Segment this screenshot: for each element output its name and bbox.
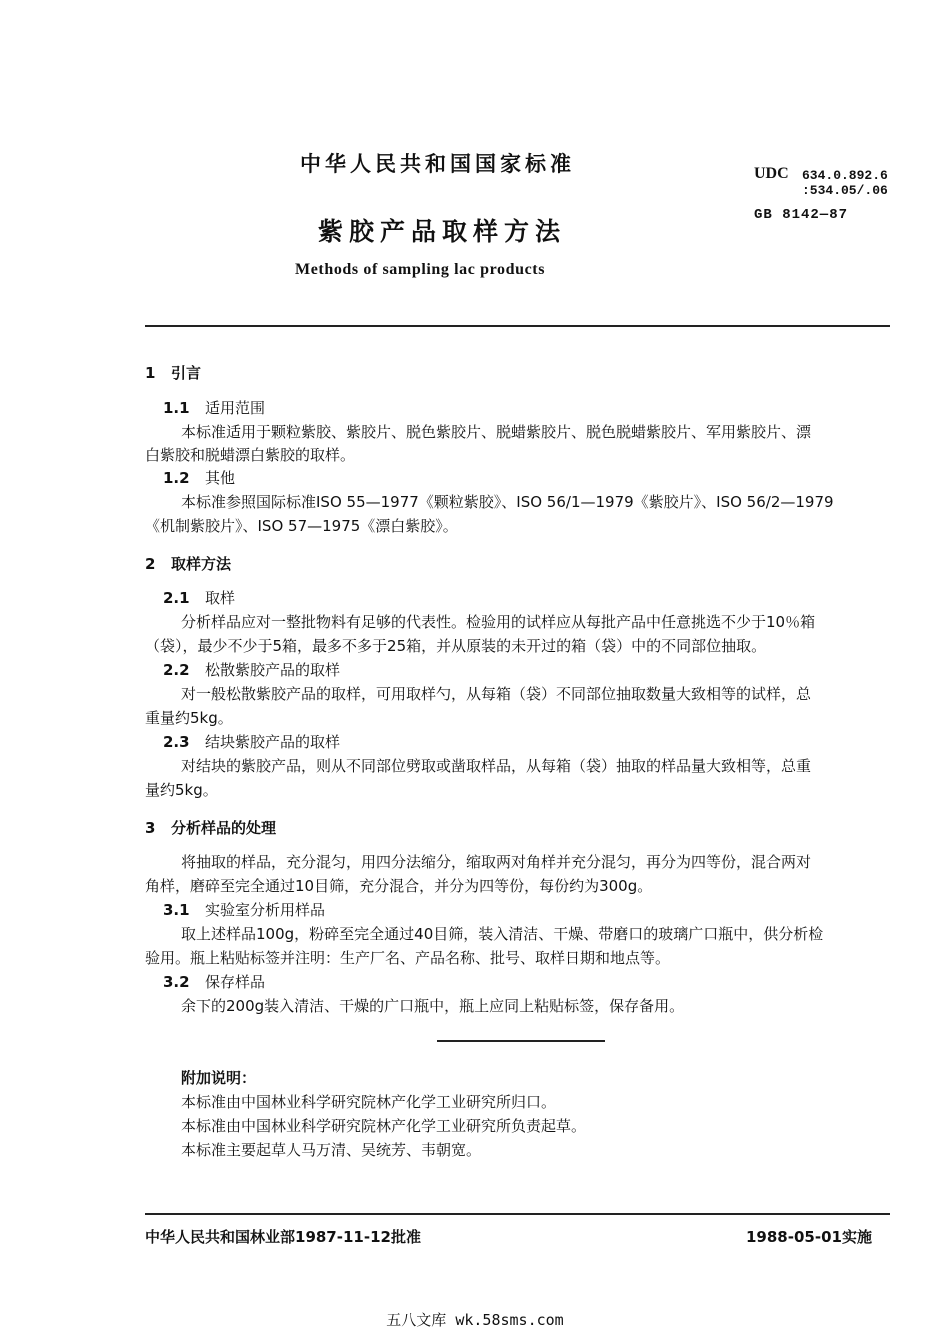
paragraph-line: 对结块的紫胶产品，则从不同部位劈取或凿取样品，从每箱（袋）抽取的样品量大致相等，总重 <box>181 757 812 775</box>
section-number: 3.1 <box>163 901 190 919</box>
paragraph-line: 本标准适用于颗粒紫胶、紫胶片、脱色紫胶片、脱蜡紫胶片、脱色脱蜡紫胶片、军用紫胶片、漂 <box>181 423 812 441</box>
gb-number: GB 8142—87 <box>754 207 849 223</box>
approval-date: 中华人民共和国林业部1987-11-12批准 <box>145 1228 421 1246</box>
section-title: 其他 <box>205 469 236 487</box>
paragraph-line: 量约5kg。 <box>145 781 218 799</box>
header-rule <box>145 325 890 327</box>
section-number: 2.1 <box>163 589 190 607</box>
section-1-1-heading <box>163 397 265 418</box>
document-title-cn: 紫胶产品取样方法 <box>318 217 567 246</box>
paragraph-line: 重量约5kg。 <box>145 709 233 727</box>
paragraph-line: 验用。瓶上粘贴标签并注明：生产厂名、产品名称、批号、取样日期和地点等。 <box>145 949 671 967</box>
section-number: 2 <box>145 555 156 573</box>
section-1-heading <box>145 362 201 383</box>
section-title: 结块紫胶产品的取样 <box>205 733 341 751</box>
paragraph-line: 取上述样品100g，粉碎至完全通过40目筛，装入清洁、干燥、带磨口的玻璃广口瓶中，供分析检 <box>181 925 824 943</box>
section-2-1-heading <box>163 587 235 608</box>
section-title: 取样 <box>205 589 236 607</box>
udc-code-line1: 634.0.892.6 <box>802 168 888 183</box>
section-title: 实验室分析用样品 <box>205 901 326 919</box>
section-title: 分析样品的处理 <box>171 819 277 837</box>
paragraph-line: 分析样品应对一整批物料有足够的代表性。检验用的试样应从每批产品中任意挑选不少于10％箱 <box>181 613 816 631</box>
notes-line: 本标准由中国林业科学研究院林产化学工业研究所负责起草。 <box>181 1117 587 1135</box>
paragraph-line: 余下的200g装入清洁、干燥的广口瓶中，瓶上应同上粘贴标签，保存备用。 <box>181 997 685 1015</box>
issuing-authority: 中华人民共和国国家标准 <box>300 152 575 176</box>
paragraph-line: （袋），最少不少于5箱，最多不多于25箱，并从原装的未开过的箱（袋）中的不同部位抽取。 <box>145 637 767 655</box>
effective-date: 1988-05-01实施 <box>746 1228 872 1246</box>
notes-title: 附加说明： <box>181 1069 257 1087</box>
section-3-heading <box>145 817 276 838</box>
notes-line: 本标准主要起草人马万清、吴统芳、韦朝宽。 <box>181 1141 482 1159</box>
paragraph-line: 本标准参照国际标准ISO 55—1977《颗粒紫胶》、ISO 56/1—1979《紫胶片》、ISO 56/2—1979 <box>181 493 834 511</box>
section-number: 3.2 <box>163 973 190 991</box>
end-of-text-rule <box>437 1040 605 1042</box>
section-1-2-heading <box>163 467 235 488</box>
section-number: 3 <box>145 819 156 837</box>
section-title: 取样方法 <box>171 555 232 573</box>
section-number: 1 <box>145 364 156 382</box>
section-3-1-heading <box>163 899 325 920</box>
paragraph-line: 白紫胶和脱蜡漂白紫胶的取样。 <box>145 446 356 464</box>
watermark-text: 五八文库 wk.58sms.com <box>386 1311 564 1329</box>
section-title: 松散紫胶产品的取样 <box>205 661 341 679</box>
paragraph-line: 角样，磨碎至完全通过10目筛，充分混合，并分为四等份，每份约为300g。 <box>145 877 653 895</box>
udc-label: UDC <box>754 165 789 182</box>
footer-rule <box>145 1213 890 1215</box>
udc-code-line2: :534.05/.06 <box>802 183 888 198</box>
section-title: 引言 <box>171 364 202 382</box>
section-2-2-heading <box>163 659 340 680</box>
section-2-heading <box>145 553 231 574</box>
section-number: 2.3 <box>163 733 190 751</box>
section-3-2-heading <box>163 971 265 992</box>
paragraph-line: 将抽取的样品，充分混匀，用四分法缩分，缩取两对角样并充分混匀，再分为四等份，混合两对 <box>181 853 812 871</box>
section-title: 保存样品 <box>205 973 266 991</box>
paragraph-line: 《机制紫胶片》、ISO 57—1975《漂白紫胶》。 <box>145 517 458 535</box>
document-title-en: Methods of sampling lac products <box>295 261 546 278</box>
notes-line: 本标准由中国林业科学研究院林产化学工业研究所归口。 <box>181 1093 557 1111</box>
section-number: 2.2 <box>163 661 190 679</box>
section-2-3-heading <box>163 731 340 752</box>
section-number: 1.1 <box>163 399 190 417</box>
section-title: 适用范围 <box>205 399 266 417</box>
section-number: 1.2 <box>163 469 190 487</box>
paragraph-line: 对一般松散紫胶产品的取样，可用取样勺，从每箱（袋）不同部位抽取数量大致相等的试样，总 <box>181 685 812 703</box>
